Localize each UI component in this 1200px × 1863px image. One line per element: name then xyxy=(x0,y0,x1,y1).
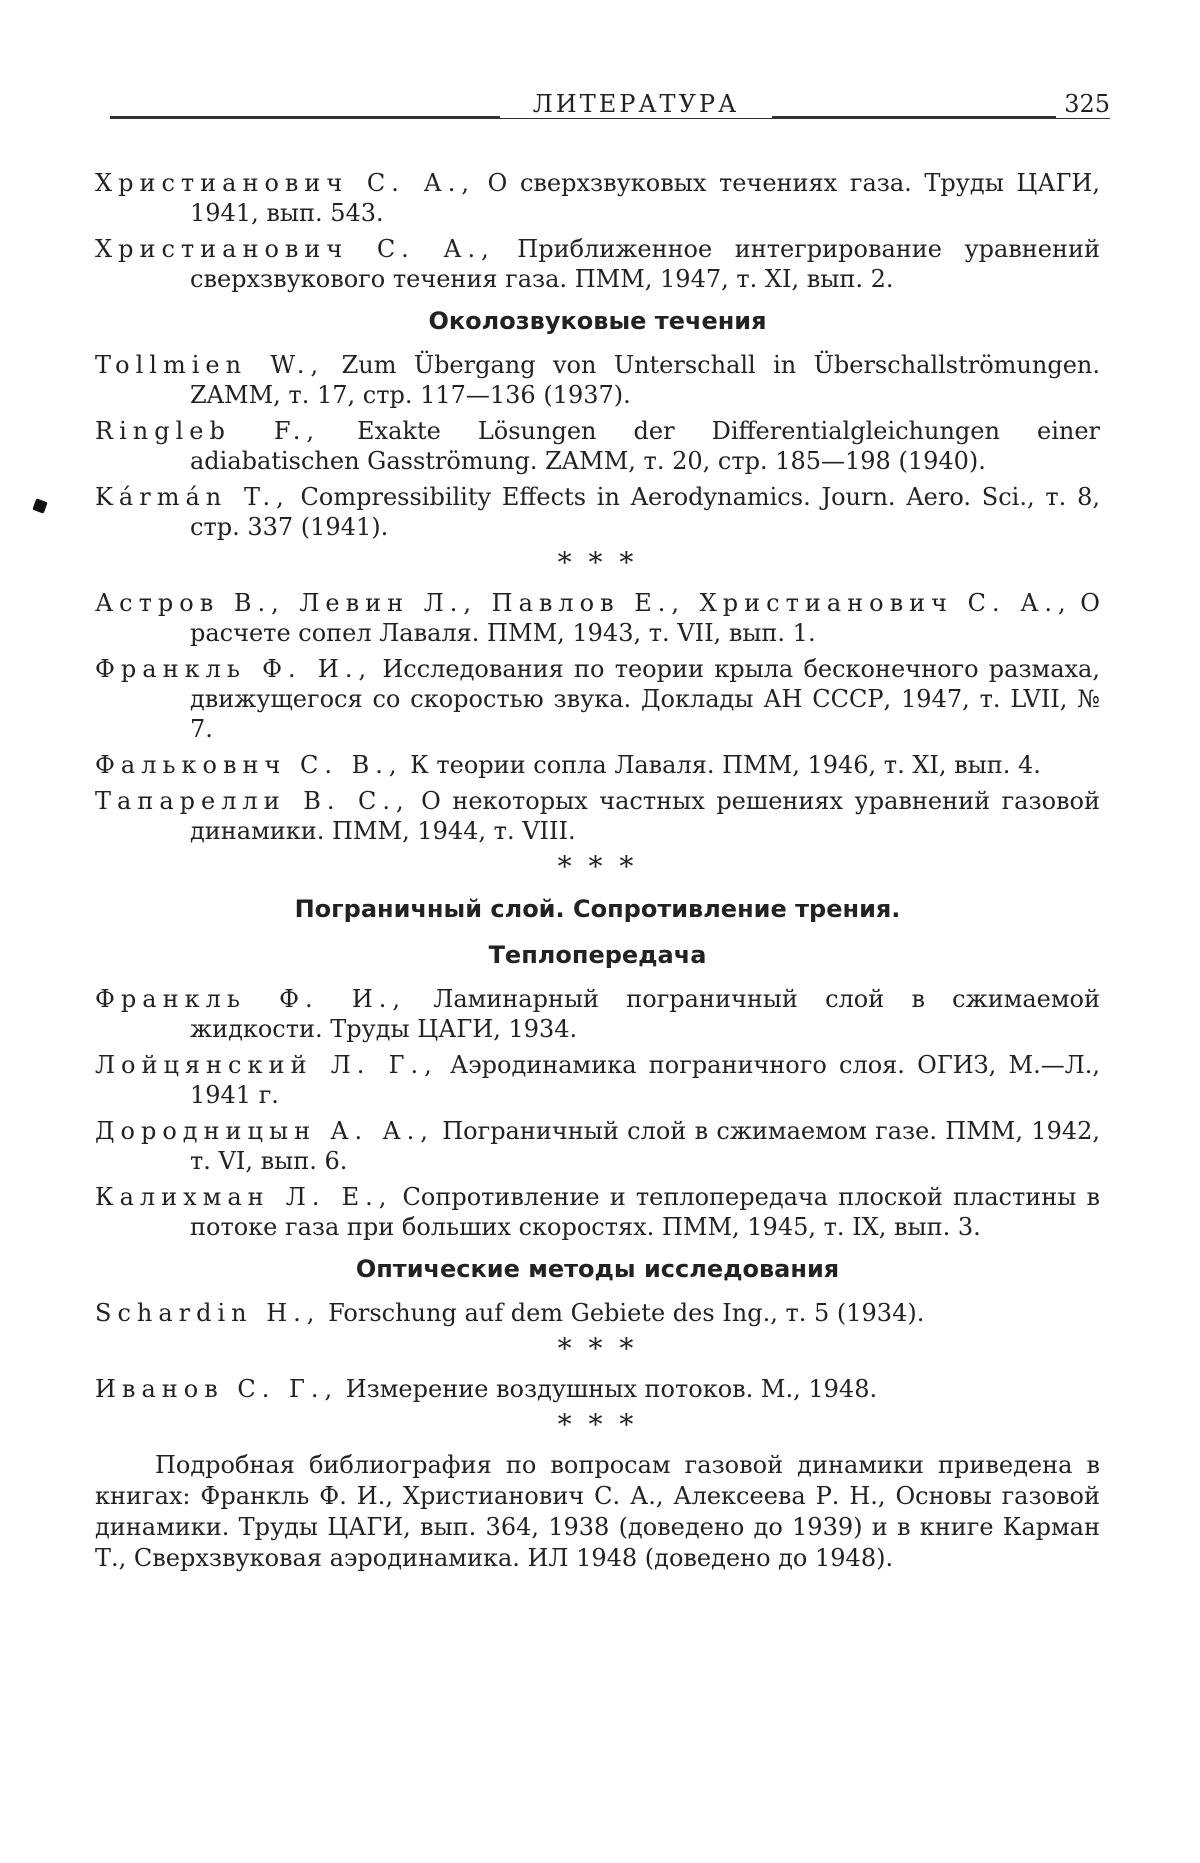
reference-entry xyxy=(95,1182,1100,1242)
reference-author: Тапарелли В. С., xyxy=(95,787,410,815)
running-header xyxy=(110,82,1110,122)
reference-entry xyxy=(95,234,1100,294)
closing-paragraph: Подробная библиография по вопросам газовой динамики приведена в книгах: Франкль Ф. И., Христианович С. А., Алексеева Р. Н., Основы газовой динамики. Труды ЦАГИ, вып. 364, 1938 (доведено до 1939) и в книге Карман Т., Сверхзвуковая аэродинамика. ИЛ 1948 (доведено до 1948). xyxy=(95,1451,1100,1572)
reference-author: Kármán T., xyxy=(95,483,290,511)
reference-entry xyxy=(95,482,1100,542)
section-heading: Околозвуковые течения xyxy=(428,307,767,335)
asterism-separator: * * * xyxy=(557,850,638,883)
reference-text: Сопротивление и теплопередача плоской пластины в потоке газа при больших скоростях. ПММ, 1945, т. IX, вып. 3. xyxy=(190,1183,1100,1241)
reference-text: Exakte Lösungen der Differentialgleichungen einer adiabatischen Gasströmung. ZAMM, т. 20, стр. 185—198 (1940). xyxy=(190,417,1100,475)
reference-text: О сверхзвуковых течениях газа. Труды ЦАГИ, 1941, вып. 543. xyxy=(190,169,1100,227)
reference-author: Schardin H., xyxy=(95,1299,321,1327)
reference-author: Франкль Ф. И., xyxy=(95,985,407,1013)
reference-author: Калихман Л. Е., xyxy=(95,1183,393,1211)
reference-author: Дородницын А. А., xyxy=(95,1117,434,1145)
reference-text: Ламинарный пограничный слой в сжимаемой жидкости. Труды ЦАГИ, 1934. xyxy=(190,985,1100,1043)
asterism-separator: * * * xyxy=(557,1332,638,1365)
reference-entry xyxy=(95,350,1100,410)
reference-entry xyxy=(95,750,1100,780)
reference-text: О некоторых частных решениях уравнений газовой динамики. ПММ, 1944, т. VIII. xyxy=(190,787,1100,845)
reference-text: Forschung auf dem Gebiete des Ing., т. 5 (1934). xyxy=(320,1299,925,1327)
reference-author: Ringleb F., xyxy=(95,417,321,445)
section-heading: Пограничный слой. Сопротивление трения. xyxy=(294,895,901,923)
reference-entry xyxy=(95,168,1100,228)
reference-author: Фальковнч С. В., xyxy=(95,751,403,779)
reference-text: Измерение воздушных потоков. М., 1948. xyxy=(338,1375,878,1403)
reference-entry xyxy=(95,786,1100,846)
reference-entry xyxy=(95,1374,1100,1404)
reference-text: К теории сопла Лаваля. ПММ, 1946, т. XI, вып. 4. xyxy=(402,751,1041,779)
reference-author: Астров В., Левин Л., Павлов Е., Христианович С. А., xyxy=(95,589,1072,617)
reference-entry xyxy=(95,984,1100,1044)
reference-author: Лойцянский Л. Г., xyxy=(95,1051,438,1079)
reference-author: Христианович С. А., xyxy=(95,169,476,197)
reference-text: Zum Übergang von Unterschall in Überschallströmungen. ZAMM, т. 17, стр. 117—136 (1937). xyxy=(190,351,1100,409)
reference-text: Приближенное интегрирование уравнений сверхзвукового течения газа. ПММ, 1947, т. XI, вып. 2. xyxy=(190,235,1100,293)
reference-text: Compressibility Effects in Aerodynamics. Journ. Aero. Sci., т. 8, стр. 337 (1941). xyxy=(190,483,1100,541)
section-heading: Оптические методы исследования xyxy=(355,1255,840,1283)
reference-text: Пограничный слой в сжимаемом газе. ПММ, 1942, т. VI, вып. 6. xyxy=(190,1117,1101,1175)
reference-author: Франкль Ф. И., xyxy=(95,655,373,683)
bibliography xyxy=(95,168,1100,1574)
reference-text: Аэродинамика пограничного слоя. ОГИЗ, М.—Л., 1941 г. xyxy=(190,1051,1100,1109)
reference-entry xyxy=(95,1050,1100,1110)
reference-entry xyxy=(95,416,1100,476)
reference-entry xyxy=(95,1298,1100,1328)
reference-author: Tollmien W., xyxy=(95,351,325,379)
asterism-separator: * * * xyxy=(557,1408,638,1441)
running-title: ЛИТЕРАТУРА xyxy=(500,90,772,118)
reference-text: О расчете сопел Лаваля. ПММ, 1943, т. VII, вып. 1. xyxy=(190,589,1100,647)
reference-author: Христианович С. А., xyxy=(95,235,495,263)
asterism-separator: * * * xyxy=(557,546,638,579)
section-heading: Теплопередача xyxy=(488,941,707,969)
reference-entry xyxy=(95,588,1100,648)
reference-author: Иванов С. Г., xyxy=(95,1375,339,1403)
reference-entry xyxy=(95,654,1100,744)
reference-entry xyxy=(95,1116,1100,1176)
margin-mark xyxy=(32,498,47,513)
page-number: 325 xyxy=(1056,90,1110,118)
reference-text: Исследования по теории крыла бесконечного размаха, движущегося со скоростью звука. Доклады АН СССР, 1947, т. LVII, № 7. xyxy=(190,655,1100,743)
